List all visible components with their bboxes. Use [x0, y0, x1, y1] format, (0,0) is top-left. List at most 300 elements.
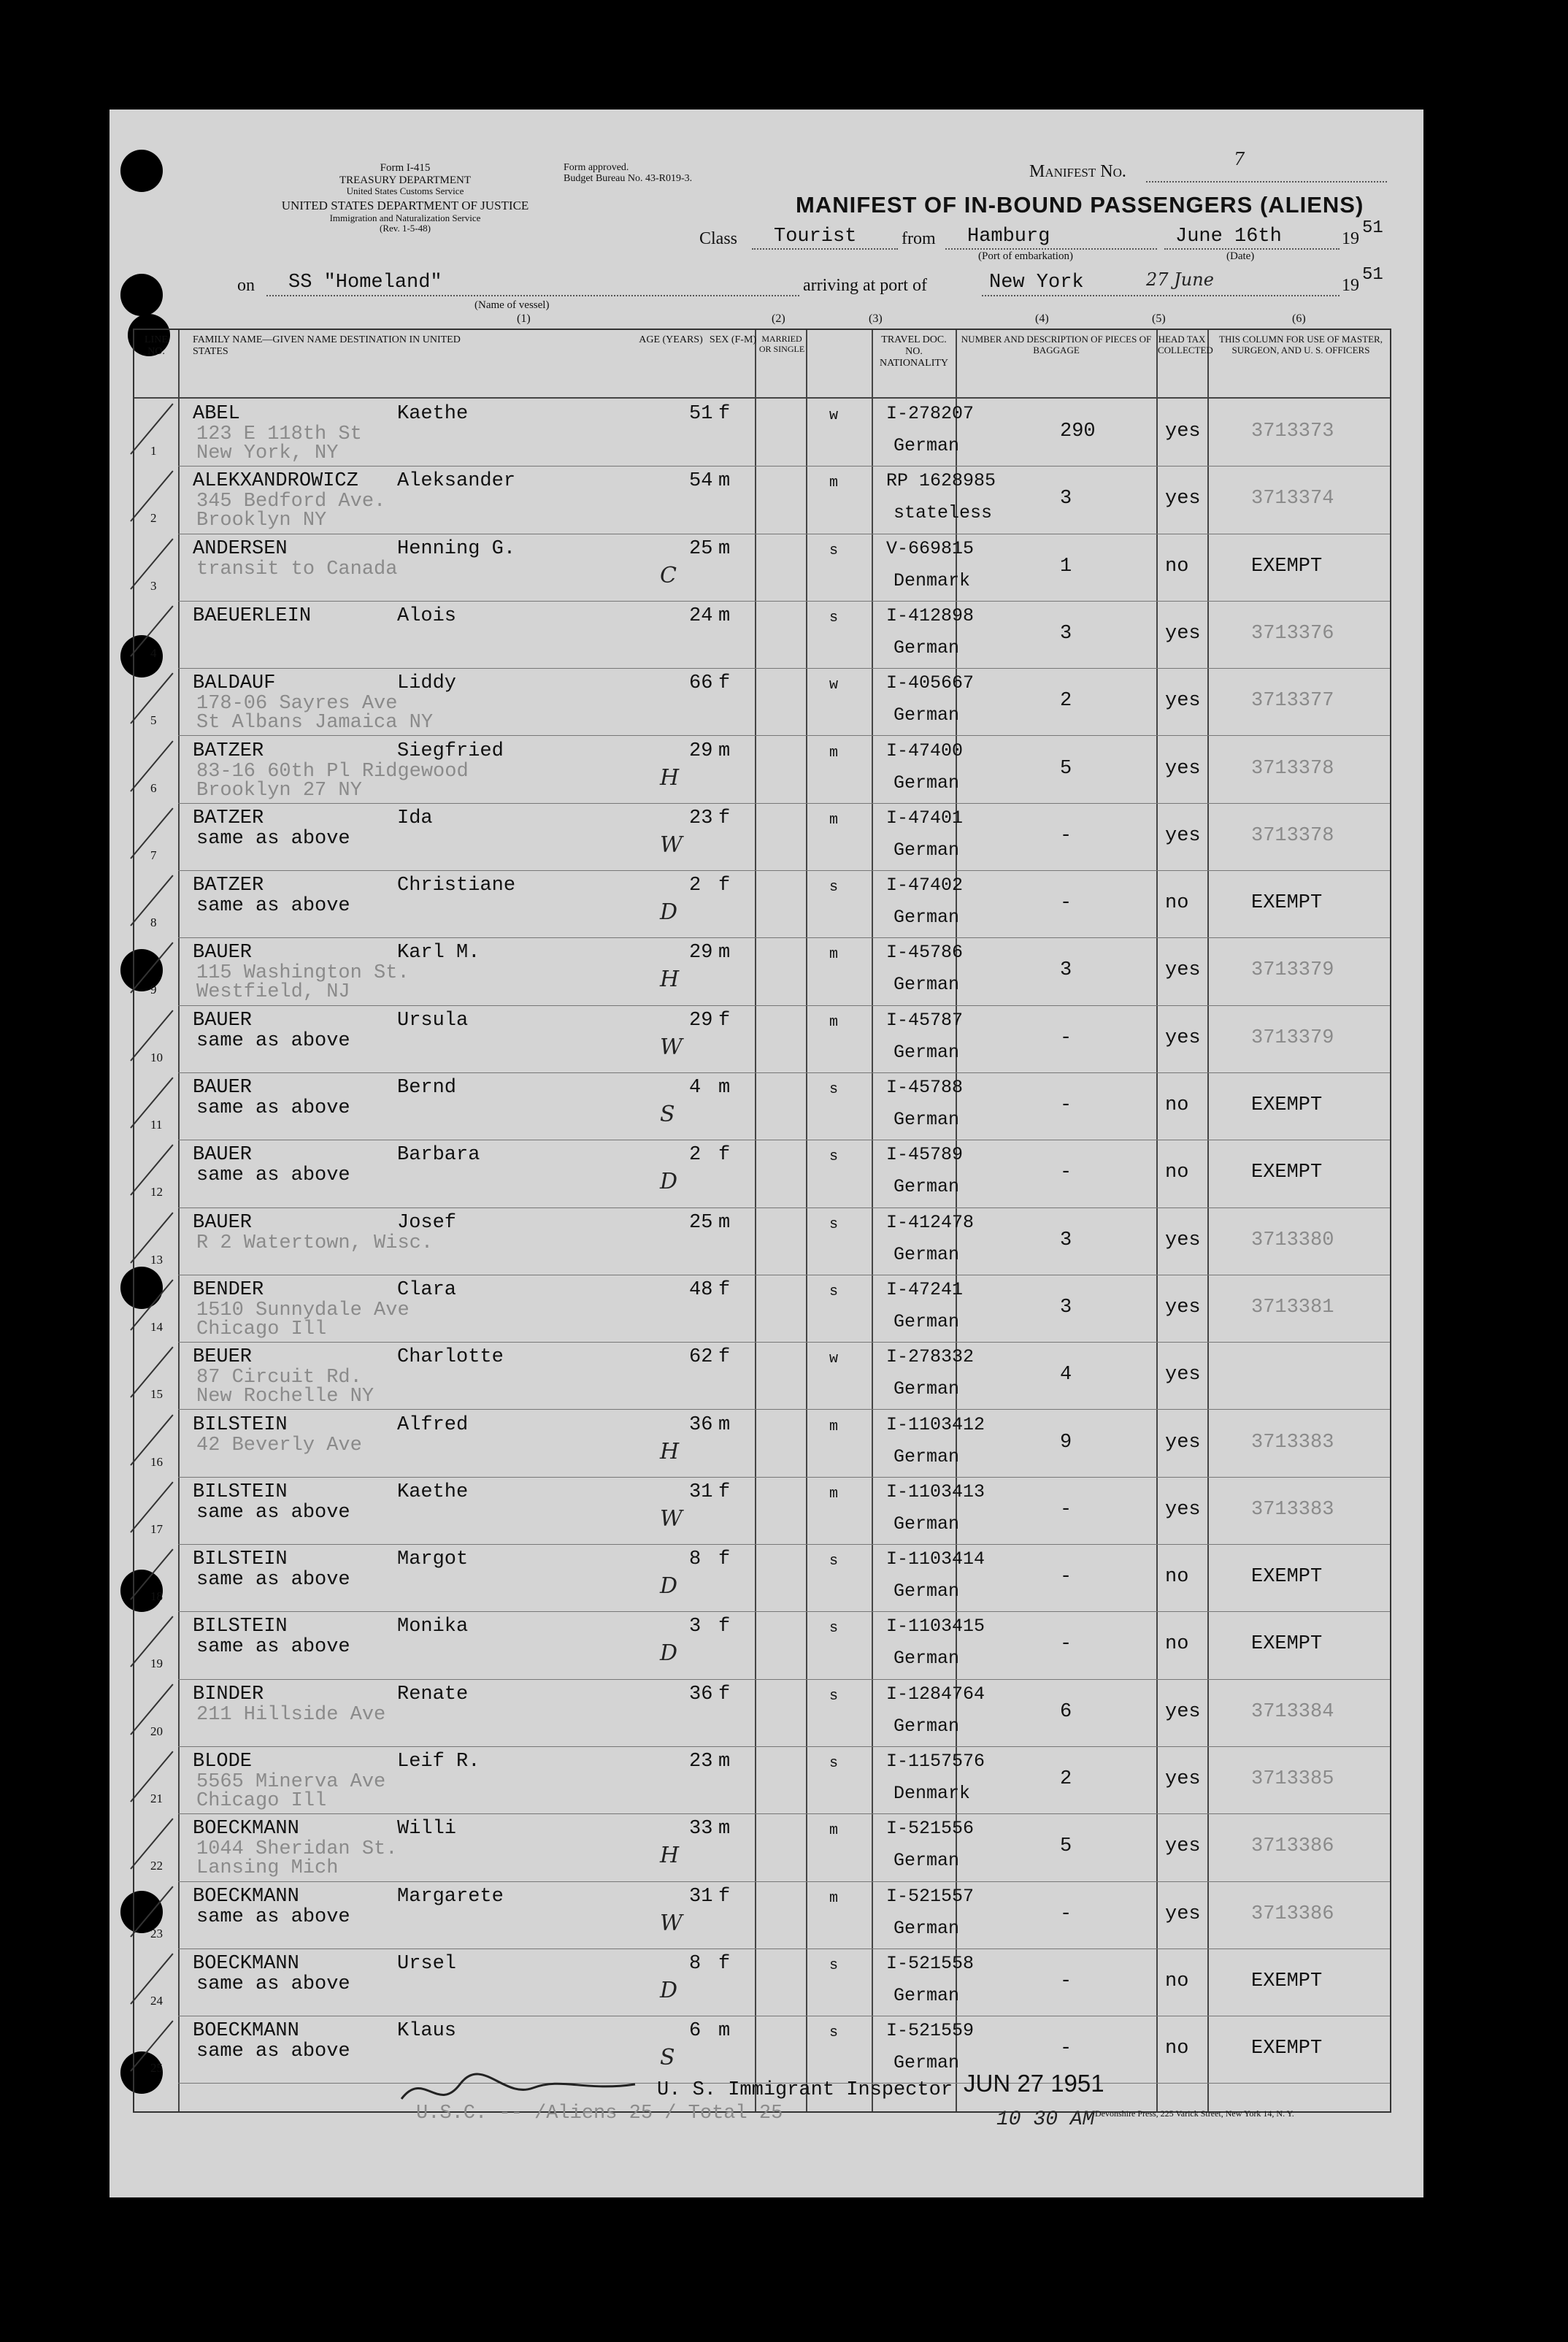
inspector-signature [394, 2070, 657, 2113]
marital-status: w [829, 1351, 839, 1368]
nationality: German [893, 907, 960, 929]
officer-notes: EXEMPT [1251, 1970, 1323, 1992]
destination-line2: Chicago Ill [196, 1790, 327, 1812]
head-tax: no [1165, 1162, 1189, 1184]
officer-notes: 3713374 [1251, 488, 1334, 510]
line-number: 20 [150, 1724, 163, 1738]
given-name: Kaethe [397, 1481, 469, 1503]
sex: m [718, 604, 731, 627]
age: 31 [689, 1885, 713, 1908]
line-number: 3 [150, 578, 157, 593]
family-name: BILSTEIN [193, 1616, 288, 1638]
officer-notes: 3713380 [1251, 1229, 1334, 1251]
nationality: Denmark [893, 1783, 971, 1804]
embarkation-port: Hamburg [967, 226, 1050, 247]
inspector-label: U. S. Immigrant Inspector [657, 2079, 953, 2101]
passenger-row [134, 803, 1390, 870]
given-name: Alois [397, 604, 457, 627]
head-tax: no [1165, 2038, 1189, 2060]
arriving-label: arriving at port of [803, 276, 927, 295]
age: 66 [689, 672, 713, 695]
sex: f [718, 1548, 731, 1571]
manifest-no-label: Manifest No. [1029, 162, 1126, 181]
officer-notes: 3713383 [1251, 1498, 1334, 1521]
inspector-annotation: D [660, 1977, 678, 2003]
given-name: Christiane [397, 875, 516, 897]
family-name: BAUER [193, 1144, 253, 1167]
family-name: BATZER [193, 875, 264, 897]
header-head-tax: HEAD TAX COLLECTED [1158, 334, 1213, 356]
nationality: German [893, 1041, 960, 1063]
destination: same as above [196, 895, 350, 918]
destination: 211 Hillside Ave [196, 1703, 386, 1726]
baggage-count: 5 [1060, 757, 1072, 780]
date-caption: (Date) [1226, 250, 1255, 262]
passenger-row [134, 601, 1390, 668]
class-label: Class [699, 229, 738, 248]
marital-status: w [829, 407, 839, 424]
arrival-year-prefix: 19 [1342, 276, 1359, 295]
baggage-count: 3 [1060, 1229, 1072, 1251]
travel-doc-no: I-47401 [886, 807, 964, 829]
inspector-annotation: C [660, 562, 677, 588]
age: 54 [689, 470, 713, 493]
from-label: from [902, 229, 936, 248]
nationality: German [893, 1310, 960, 1332]
given-name: Alfred [397, 1413, 469, 1436]
destination: same as above [196, 1905, 350, 1928]
age: 29 [689, 942, 713, 964]
inspector-annotation: H [660, 967, 680, 993]
marital-status: s [829, 1148, 839, 1166]
inspector-annotation: S [660, 1102, 675, 1127]
officer-notes: 3713386 [1251, 1903, 1334, 1925]
head-tax: yes [1165, 1296, 1201, 1318]
line-number: 8 [150, 915, 157, 930]
given-name: Aleksander [397, 470, 516, 493]
destination-line2: Westfield, NJ [196, 981, 350, 1004]
passenger-row [134, 1881, 1390, 1949]
baggage-count: 1 [1060, 555, 1072, 577]
destination: 87 Circuit Rd. [196, 1367, 362, 1389]
age: 33 [689, 1818, 713, 1840]
family-name: BOECKMANN [193, 1818, 299, 1840]
baggage-count: - [1060, 1633, 1072, 1656]
marital-status: s [829, 1687, 839, 1705]
head-tax: no [1165, 1633, 1189, 1656]
given-name: Margarete [397, 1885, 504, 1908]
punch-hole [120, 274, 163, 316]
officer-notes: EXEMPT [1251, 1162, 1323, 1184]
family-name: BINDER [193, 1683, 264, 1705]
line-number: 13 [150, 1252, 163, 1267]
given-name: Siegfried [397, 740, 504, 762]
age: 29 [689, 1009, 713, 1032]
marital-status: s [829, 2024, 839, 2042]
destination-line2: New York, NY [196, 442, 339, 464]
sex: f [718, 807, 731, 829]
destination-line2: Brooklyn NY [196, 510, 327, 532]
arrival-year: 51 [1362, 265, 1383, 285]
travel-doc-no: I-405667 [886, 672, 975, 694]
officer-notes: 3713386 [1251, 1835, 1334, 1858]
marital-status: m [829, 1418, 839, 1435]
age: 23 [689, 807, 713, 829]
given-name: Margot [397, 1548, 469, 1571]
given-name: Leif R. [397, 1751, 480, 1773]
passenger-table [133, 329, 1391, 2113]
baggage-count: 6 [1060, 1700, 1072, 1723]
passenger-row [134, 1005, 1390, 1072]
nationality: German [893, 1445, 960, 1467]
marital-status: m [829, 1822, 839, 1840]
sex: f [718, 875, 731, 897]
officer-notes: 3713378 [1251, 757, 1334, 780]
destination: 42 Beverly Ave [196, 1434, 362, 1456]
destination: 5565 Minerva Ave [196, 1771, 386, 1793]
baggage-count: 9 [1060, 1431, 1072, 1454]
family-name: BAUER [193, 1009, 253, 1032]
sex: f [718, 1952, 731, 1975]
officer-notes: EXEMPT [1251, 2038, 1323, 2060]
age: 2 [689, 875, 702, 897]
baggage-count: 2 [1060, 690, 1072, 713]
baggage-count: 3 [1060, 622, 1072, 645]
baggage-count: 2 [1060, 1768, 1072, 1790]
approval-block [564, 162, 692, 185]
destination: same as above [196, 1501, 350, 1524]
destination: 178-06 Sayres Ave [196, 693, 398, 715]
head-tax: no [1165, 892, 1189, 915]
sex: f [718, 1616, 731, 1638]
inspector-annotation: D [660, 1640, 678, 1667]
given-name: Charlotte [397, 1346, 504, 1369]
age: 48 [689, 1278, 713, 1301]
given-name: Klaus [397, 2020, 457, 2043]
destination: same as above [196, 1097, 350, 1119]
header-age: AGE (YEARS) [639, 334, 703, 345]
inspector-annotation: D [660, 1573, 678, 1600]
head-tax: yes [1165, 1026, 1201, 1049]
line-number: 4 [150, 645, 157, 660]
head-tax: yes [1165, 959, 1201, 982]
family-name: BOECKMANN [193, 1885, 299, 1908]
travel-doc-no: I-1103415 [886, 1616, 985, 1638]
inspector-annotation: W [660, 1034, 683, 1060]
form-number: Form I-415 [380, 162, 431, 174]
family-name: ANDERSEN [193, 537, 288, 560]
sex: f [718, 1278, 731, 1301]
given-name: Monika [397, 1616, 469, 1638]
given-name: Liddy [397, 672, 457, 695]
treasury-department: TREASURY DEPARTMENT [339, 174, 472, 186]
nationality: German [893, 1176, 960, 1198]
travel-doc-no: I-521558 [886, 1952, 975, 1974]
baggage-count: - [1060, 1566, 1072, 1589]
nationality: German [893, 974, 960, 996]
passenger-row [134, 534, 1390, 601]
passenger-row [134, 870, 1390, 937]
column-number: (3) [869, 312, 883, 325]
nationality: German [893, 637, 960, 659]
passenger-row [134, 1746, 1390, 1813]
sex: f [718, 1346, 731, 1369]
destination: same as above [196, 827, 350, 850]
class-value: Tourist [774, 226, 857, 247]
departure-year: 51 [1362, 218, 1383, 238]
justice-department: UNITED STATES DEPARTMENT OF JUSTICE [281, 199, 529, 213]
family-name: ALEKXANDROWICZ [193, 470, 358, 493]
line-number: 25 [150, 2061, 163, 2076]
age: 51 [689, 403, 713, 425]
sex: m [718, 1818, 731, 1840]
officer-notes: 3713379 [1251, 1026, 1334, 1049]
age: 29 [689, 740, 713, 762]
officer-notes: 3713373 [1251, 421, 1334, 442]
line-number: 11 [150, 1118, 163, 1132]
inspector-annotation: H [660, 1843, 680, 1869]
officer-notes: EXEMPT [1251, 892, 1323, 915]
baggage-count: 3 [1060, 488, 1072, 510]
sex: m [718, 1077, 731, 1099]
given-name: Barbara [397, 1144, 480, 1167]
nationality: German [893, 2052, 960, 2074]
family-name: BATZER [193, 740, 264, 762]
destination: 123 E 118th St [196, 423, 362, 445]
passenger-row [134, 399, 1390, 466]
column-number: (6) [1292, 312, 1306, 325]
sex: m [718, 470, 731, 493]
family-name: BOECKMANN [193, 2020, 299, 2043]
travel-doc-no: I-45789 [886, 1144, 964, 1166]
passenger-row [134, 937, 1390, 1005]
customs-service: United States Customs Service [346, 185, 464, 196]
family-name: BILSTEIN [193, 1481, 288, 1503]
passenger-row [134, 1410, 1390, 1477]
baggage-count: - [1060, 1026, 1072, 1049]
marital-status: s [829, 1081, 839, 1098]
baggage-count: 5 [1060, 1835, 1072, 1858]
head-tax: yes [1165, 1768, 1201, 1790]
age: 36 [689, 1683, 713, 1705]
travel-doc-no: I-521556 [886, 1818, 975, 1840]
line-number: 16 [150, 1454, 163, 1469]
family-name: BOECKMANN [193, 1952, 299, 1975]
destination: same as above [196, 1164, 350, 1187]
baggage-count: - [1060, 1498, 1072, 1521]
family-name: BEUER [193, 1346, 253, 1369]
passenger-row [134, 1342, 1390, 1409]
header-sex: SEX (F-M) [709, 334, 757, 345]
age: 25 [689, 1211, 713, 1234]
inspector-annotation: W [660, 1505, 683, 1532]
inspection-time: 10 30 AM [996, 2108, 1095, 2131]
age: 4 [689, 1077, 702, 1099]
nationality: German [893, 1715, 960, 1737]
inspector-annotation: D [660, 899, 678, 926]
passenger-row [134, 1275, 1390, 1342]
age: 3 [689, 1616, 702, 1638]
form-revision: (Rev. 1-5-48) [380, 223, 431, 234]
line-number: 5 [150, 713, 157, 728]
head-tax: yes [1165, 757, 1201, 780]
marital-status: m [829, 744, 839, 761]
marital-status: s [829, 1283, 839, 1300]
inspector-annotation: D [660, 1169, 678, 1195]
baggage-count: 4 [1060, 1364, 1072, 1386]
sex: f [718, 1683, 731, 1705]
passenger-row [134, 2016, 1390, 2083]
officer-notes: EXEMPT [1251, 555, 1323, 577]
punch-hole [120, 150, 163, 192]
officer-notes: 3713385 [1251, 1768, 1334, 1790]
column-number: (2) [772, 312, 785, 325]
passenger-row [134, 668, 1390, 735]
line-number: 10 [150, 1050, 163, 1064]
passenger-row [134, 466, 1390, 533]
head-tax: yes [1165, 421, 1201, 442]
line-number: 6 [150, 780, 157, 795]
nationality: German [893, 1243, 960, 1265]
family-name: BILSTEIN [193, 1548, 288, 1571]
nationality: German [893, 839, 960, 861]
head-tax: yes [1165, 1431, 1201, 1454]
age: 2 [689, 1144, 702, 1167]
travel-doc-no: I-45787 [886, 1009, 964, 1031]
officer-notes: 3713378 [1251, 824, 1334, 847]
header-married: MARRIED OR SINGLE [758, 334, 805, 354]
inspector-annotation: W [660, 832, 683, 858]
family-name: BILSTEIN [193, 1413, 288, 1436]
arrival-port: New York [989, 272, 1084, 293]
travel-doc-no: I-412898 [886, 604, 975, 626]
passenger-row [134, 1813, 1390, 1881]
passenger-row [134, 1477, 1390, 1544]
family-name: BAUER [193, 942, 253, 964]
given-name: Renate [397, 1683, 469, 1705]
destination: same as above [196, 2040, 350, 2063]
nationality: German [893, 1109, 960, 1130]
passenger-row [134, 1949, 1390, 2016]
family-name: BENDER [193, 1278, 264, 1301]
manifest-no-value: 7 [1234, 149, 1245, 169]
baggage-count: - [1060, 1970, 1072, 1992]
age: 6 [689, 2020, 702, 2043]
destination-line2: Chicago Ill [196, 1318, 327, 1340]
destination: 115 Washington St. [196, 962, 410, 985]
line-number: 19 [150, 1656, 163, 1671]
vessel-name: SS "Homeland" [288, 272, 442, 293]
given-name: Josef [397, 1211, 457, 1234]
sex: f [718, 1481, 731, 1503]
marital-status: s [829, 879, 839, 897]
travel-doc-no: I-412478 [886, 1211, 975, 1233]
given-name: Ursel [397, 1952, 457, 1975]
age: 8 [689, 1952, 702, 1975]
manifest-title: MANIFEST OF IN-BOUND PASSENGERS (ALIENS) [796, 192, 1364, 218]
destination-line2: St Albans Jamaica NY [196, 712, 434, 734]
age: 62 [689, 1346, 713, 1369]
destination: 83-16 60th Pl Ridgewood [196, 760, 469, 783]
inspector-annotation: W [660, 1910, 683, 1936]
travel-doc-no: I-278207 [886, 403, 975, 424]
baggage-count: - [1060, 2038, 1072, 2060]
age: 25 [689, 537, 713, 560]
sex: m [718, 1413, 731, 1436]
destination: same as above [196, 1569, 350, 1592]
given-name: Ida [397, 807, 433, 829]
destination: 345 Bedford Ave. [196, 491, 386, 513]
nationality: German [893, 435, 960, 456]
marital-status: s [829, 609, 839, 626]
marital-status: s [829, 1957, 839, 1974]
sex: m [718, 2020, 731, 2043]
given-name: Clara [397, 1278, 457, 1301]
travel-doc-no: I-47400 [886, 740, 964, 761]
arrival-date: 27 June [1146, 269, 1214, 290]
passenger-row [134, 1611, 1390, 1678]
marital-status: m [829, 1889, 839, 1907]
nationality: German [893, 1378, 960, 1400]
sex: m [718, 740, 731, 762]
marital-status: s [829, 1553, 839, 1570]
column-number: (5) [1152, 312, 1166, 325]
head-tax: yes [1165, 488, 1201, 510]
family-name: BATZER [193, 807, 264, 829]
destination: 1044 Sheridan St. [196, 1838, 398, 1861]
given-name: Karl M. [397, 942, 480, 964]
baggage-count: 3 [1060, 959, 1072, 982]
inspection-stamp-date: JUN 27 1951 [964, 2070, 1104, 2097]
baggage-count: - [1060, 1903, 1072, 1925]
family-name: BAEUERLEIN [193, 604, 312, 627]
header-travel-doc: TRAVEL DOC. NO. NATIONALITY [879, 334, 949, 369]
officer-notes: EXEMPT [1251, 1094, 1323, 1116]
officer-notes: 3713377 [1251, 690, 1334, 713]
family-name: BALDAUF [193, 672, 276, 695]
budget-bureau: Budget Bureau No. 43-R019-3. [564, 173, 693, 185]
travel-doc-no: I-521557 [886, 1885, 975, 1907]
line-number: 1 [150, 444, 157, 458]
line-number: 9 [150, 983, 157, 997]
travel-doc-no: I-45786 [886, 942, 964, 964]
head-tax: no [1165, 555, 1189, 577]
immigration-service: Immigration and Naturalization Service [329, 212, 481, 223]
column-number: (1) [517, 312, 531, 325]
head-tax: no [1165, 1970, 1189, 1992]
marital-status: s [829, 1620, 839, 1638]
head-tax: no [1165, 1566, 1189, 1589]
marital-status: m [829, 475, 839, 492]
baggage-count: 3 [1060, 1296, 1072, 1318]
sex: m [718, 942, 731, 964]
marital-status: s [829, 1216, 839, 1233]
destination: same as above [196, 1973, 350, 1995]
officer-notes: EXEMPT [1251, 1566, 1323, 1589]
line-number: 23 [150, 1926, 163, 1940]
travel-doc-no: I-1103414 [886, 1548, 985, 1570]
travel-doc-no: RP 1628985 [886, 470, 996, 492]
destination: 1510 Sunnydale Ave [196, 1299, 410, 1321]
head-tax: no [1165, 1094, 1189, 1116]
port-caption: (Port of embarkation) [978, 250, 1073, 262]
passenger-row [134, 1072, 1390, 1140]
destination-line2: Lansing Mich [196, 1857, 339, 1880]
travel-doc-no: I-45788 [886, 1077, 964, 1098]
baggage-count: - [1060, 892, 1072, 915]
header-officers: THIS COLUMN FOR USE OF MASTER, SURGEON, AND U. S. OFFICERS [1219, 334, 1383, 356]
baggage-count: - [1060, 1162, 1072, 1184]
